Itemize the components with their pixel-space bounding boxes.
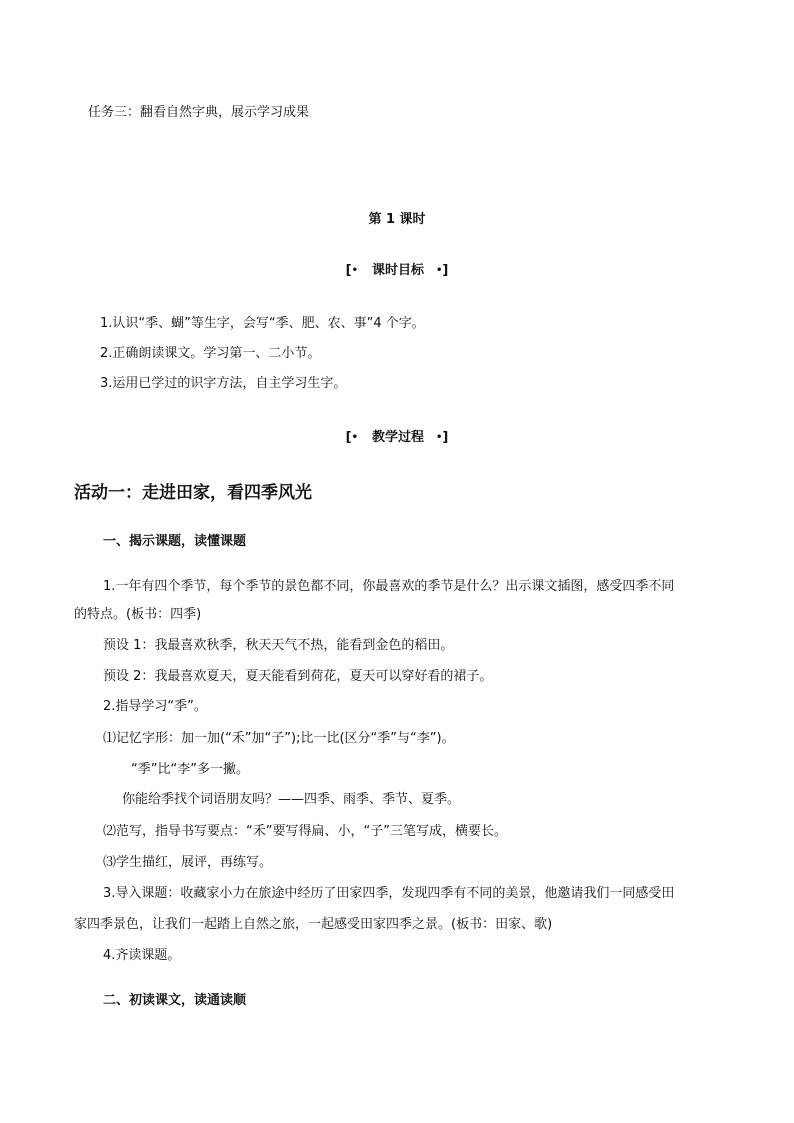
- objectives-header: [0, 262, 794, 280]
- activity-title: 活动一：走进田家，看四季风光: [74, 483, 312, 503]
- header-close-bracket: ]: [442, 430, 449, 445]
- header-dot-right: •: [436, 265, 443, 276]
- section-title: 一、揭示课题，读懂课题: [103, 534, 247, 549]
- task-line: 任务三：翻看自然字典，展示学习成果: [88, 105, 310, 120]
- header-open-bracket: [: [345, 263, 352, 278]
- paragraph: 家四季景色，让我们一起踏上自然之旅，一起感受田家四季之景。(板书：田家、歌): [74, 917, 553, 932]
- paragraph: 的特点。(板书：四季): [74, 607, 202, 622]
- paragraph: 预设 2：我最喜欢夏天，夏天能看到荷花，夏天可以穿好看的裙子。: [103, 669, 493, 684]
- objectives-header-label: 课时目标: [371, 263, 424, 278]
- process-header: [0, 429, 794, 447]
- paragraph: 1.一年有四个季节，每个季节的景色都不同，你最喜欢的季节是什么？出示课文插图，感受四季不同: [103, 579, 675, 594]
- objective-item: 1.认识“季、蝴”等生字，会写“季、肥、农、事”4 个字。: [100, 316, 425, 331]
- header-close-bracket: ]: [442, 263, 449, 278]
- lesson-title: 第 1 课时: [368, 212, 426, 227]
- paragraph: 你能给季找个词语朋友吗？——四季、雨季、季节、夏季。: [122, 792, 461, 807]
- paragraph: 2.指导学习“季”。: [103, 699, 207, 714]
- header-dot-left: •: [351, 432, 358, 443]
- paragraph: “季”比“李”多一撇。: [131, 762, 249, 777]
- paragraph: ⑶学生描红，展评，再练写。: [103, 855, 273, 870]
- header-dot-right: •: [436, 432, 443, 443]
- paragraph: ⑴记忆字形：加一加(“禾”加“子”);比一比(区分“季”与“李”)。: [103, 731, 455, 746]
- section-title: 二、初读课文，读通读顺: [103, 993, 247, 1008]
- paragraph: ⑵范写，指导书写要点：“禾”要写得扁、小，“子”三笔写成，横要长。: [103, 824, 507, 839]
- paragraph: 4.齐读课题。: [103, 948, 181, 963]
- process-header-label: 教学过程: [371, 430, 424, 445]
- header-dot-left: •: [351, 265, 358, 276]
- header-open-bracket: [: [345, 430, 352, 445]
- paragraph: 预设 1：我最喜欢秋季，秋天天气不热，能看到金色的稻田。: [103, 638, 454, 653]
- objective-item: 2.正确朗读课文。学习第一、二小节。: [100, 346, 321, 361]
- paragraph: 3.导入课题：收藏家小力在旅途中经历了田家四季，发现四季有不同的美景，他邀请我们一同感受田: [103, 886, 675, 901]
- objective-item: 3.运用已学过的识字方法，自主学习生字。: [100, 376, 347, 391]
